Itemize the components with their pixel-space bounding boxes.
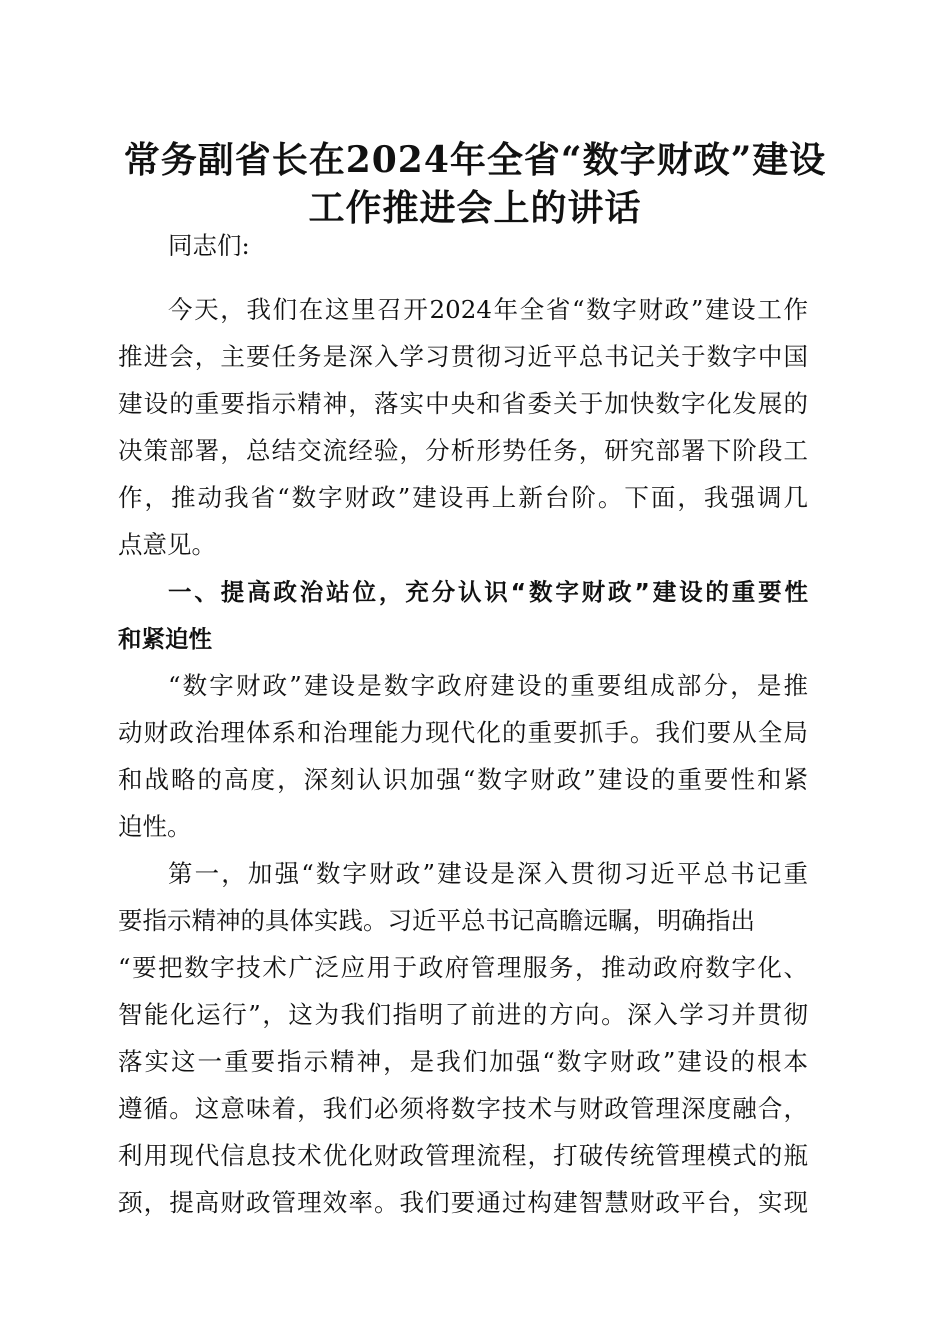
body-line: 和战略的高度，深刻认识加强“数字财政”建设的重要性和紧 bbox=[118, 765, 808, 794]
title-line-2: 工作推进会上的讲话 bbox=[308, 187, 642, 229]
body-line: “数字财政”建设是数字政府建设的重要组成部分，是推 bbox=[168, 671, 808, 700]
body-line: 动财政治理体系和治理能力现代化的重要抓手。我们要从全局 bbox=[118, 718, 808, 747]
body-line: 遵循。这意味着，我们必须将数字技术与财政管理深度融合， bbox=[118, 1094, 808, 1123]
section-heading: 一、提高政治站位，充分认识“数字财政”建设的重要性 bbox=[168, 578, 808, 606]
body-line: 点意见。 bbox=[118, 530, 216, 559]
body-line: 利用现代信息技术优化财政管理流程，打破传统管理模式的瓶 bbox=[118, 1141, 808, 1170]
section-heading: 和紧迫性 bbox=[118, 625, 212, 653]
body-line: 落实这一重要指示精神，是我们加强“数字财政”建设的根本 bbox=[118, 1047, 808, 1076]
body-line: 今天，我们在这里召开2024年全省“数字财政”建设工作 bbox=[168, 295, 808, 324]
body-line: 建设的重要指示精神，落实中央和省委关于加快数字化发展的 bbox=[118, 389, 808, 418]
body-line: 智能化运行”，这为我们指明了前进的方向。深入学习并贯彻 bbox=[118, 1000, 808, 1029]
salutation: 同志们: bbox=[168, 231, 250, 260]
body-line: 第一，加强“数字财政”建设是深入贯彻习近平总书记重 bbox=[168, 859, 808, 888]
body-line: 颈，提高财政管理效率。我们要通过构建智慧财政平台，实现 bbox=[118, 1188, 808, 1217]
body-line: 推进会，主要任务是深入学习贯彻习近平总书记关于数字中国 bbox=[118, 342, 808, 371]
body-line: 迫性。 bbox=[118, 812, 192, 841]
body-line: 作，推动我省“数字财政”建设再上新台阶。下面，我强调几 bbox=[118, 483, 808, 512]
title-line-1: 常务副省长在2024年全省“数字财政”建设 bbox=[123, 139, 827, 181]
body-line: 决策部署，总结交流经验，分析形势任务，研究部署下阶段工 bbox=[118, 436, 808, 465]
body-line: “要把数字技术广泛应用于政府管理服务，推动政府数字化、 bbox=[118, 953, 808, 982]
body-line: 要指示精神的具体实践。习近平总书记高瞻远瞩，明确指出 bbox=[118, 906, 755, 935]
